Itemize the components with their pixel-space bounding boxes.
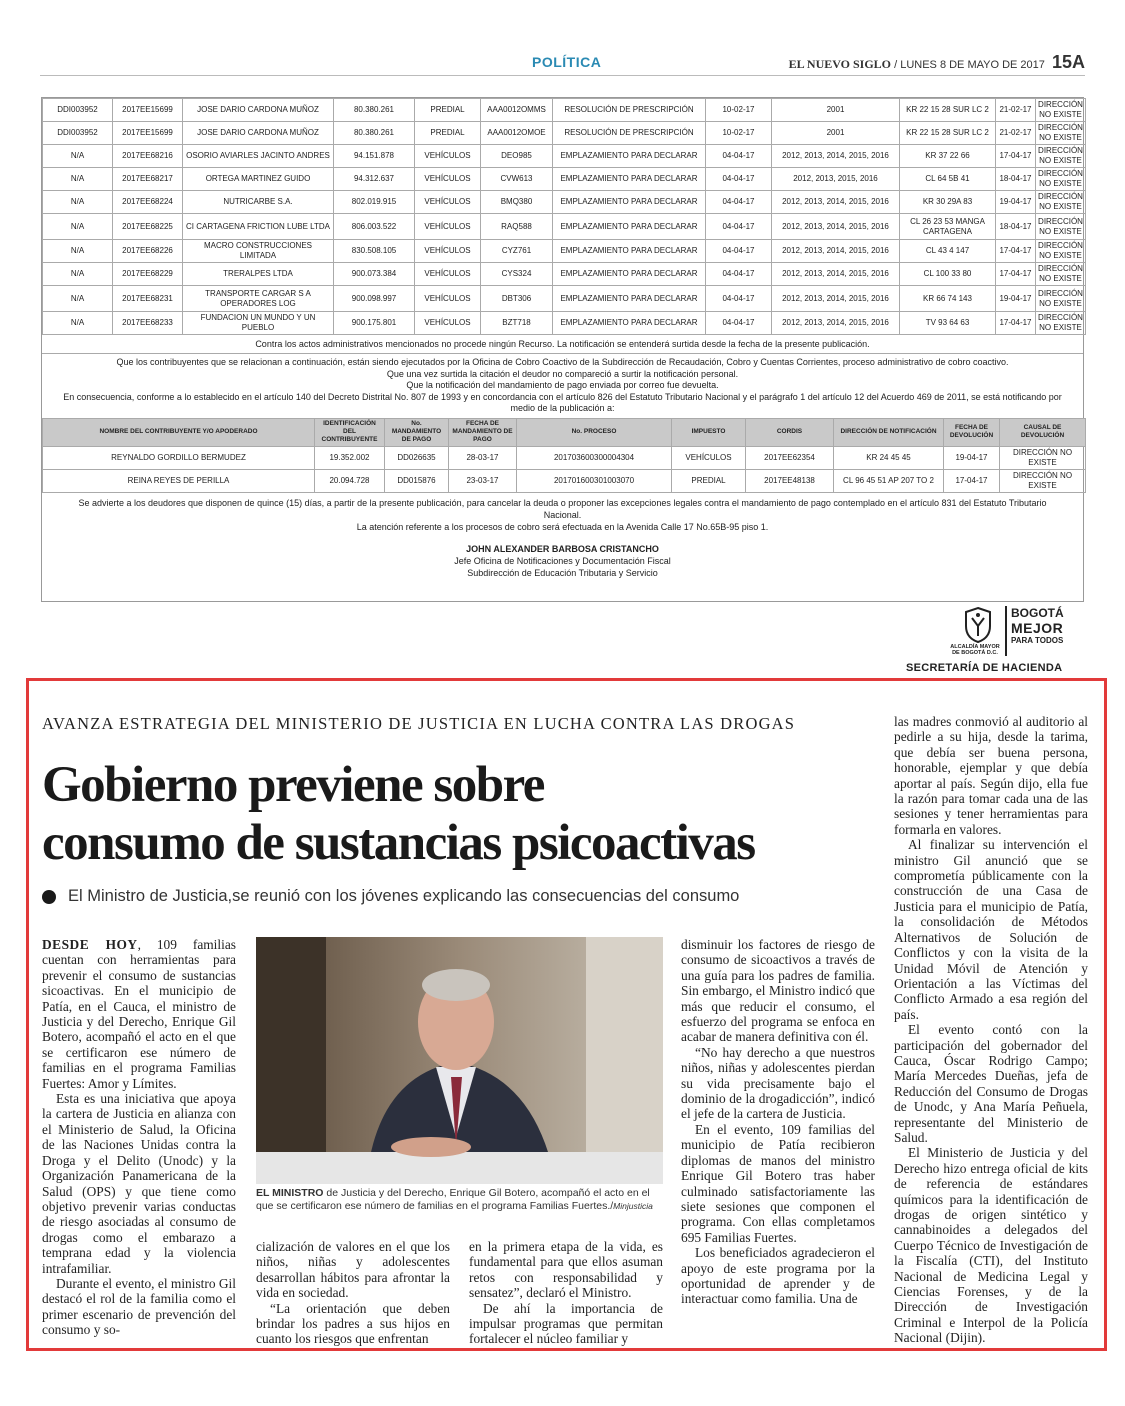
table-cell: N/A <box>43 191 113 214</box>
table-cell: 2001 <box>772 99 900 122</box>
table-cell: DEO985 <box>481 145 553 168</box>
minister-photo-icon <box>256 937 663 1184</box>
table-cell: EMPLAZAMIENTO PARA DECLARAR <box>553 286 706 312</box>
table-cell: 21-02-17 <box>996 99 1036 122</box>
table-row <box>43 191 1086 214</box>
bogota-word: BOGOTÁ <box>1011 606 1064 620</box>
table-cell: RAQ588 <box>481 214 553 240</box>
table-cell: 2012, 2013, 2015, 2016 <box>772 168 900 191</box>
table-cell: N/A <box>43 168 113 191</box>
table-cell: 2012, 2013, 2014, 2015, 2016 <box>772 191 900 214</box>
table-cell: EMPLAZAMIENTO PARA DECLARAR <box>553 263 706 286</box>
paragraph: “La orientación que deben brindar los padres a sus hijos en cuanto los riesgos que enfrentan <box>256 1300 450 1347</box>
column-header: FECHA DE DEVOLUCIÓN <box>944 418 1000 446</box>
bullet-icon <box>42 890 56 904</box>
table-cell: 2017EE62354 <box>746 446 834 469</box>
table-cell: VEHÍCULOS <box>672 446 746 469</box>
table-cell: N/A <box>43 145 113 168</box>
table-cell: PREDIAL <box>415 99 481 122</box>
table-cell: BMQ380 <box>481 191 553 214</box>
table-cell: CL 64 5B 41 <box>900 168 996 191</box>
hacienda-logos <box>900 604 1080 676</box>
alcaldia-line: DE BOGOTÁ D.C. <box>952 650 998 656</box>
table-cell: 201703600300004304 <box>517 446 672 469</box>
table-row <box>43 99 1086 122</box>
table-cell: 17-04-17 <box>996 312 1036 335</box>
table-cell: 17-04-17 <box>996 263 1036 286</box>
table-row <box>43 168 1086 191</box>
table-cell: EMPLAZAMIENTO PARA DECLARAR <box>553 214 706 240</box>
table-cell: DIRECCIÓN NO EXISTE <box>1036 122 1086 145</box>
table-row <box>43 122 1086 145</box>
article-subhead <box>42 887 882 906</box>
table-cell: 2017EE15699 <box>113 99 183 122</box>
table-cell: KR 66 74 143 <box>900 286 996 312</box>
paragraph: Al finalizar su intervención el ministro Gil anunció que se comprometía públicamente con la construcción de una Casa de Justicia para el municipio de Patía, la consolidación de Métodos Alternativos de Solución de Conflictos y con la visita de la Unidad Móvil de Atención y Orientación a las Víctimas del Conflicto Armado a esa región del país. <box>894 837 1088 1022</box>
legal-basis <box>42 354 1083 418</box>
table-cell: ORTEGA MARTINEZ GUIDO <box>183 168 334 191</box>
signer-title: Jefe Oficina de Notificaciones y Documentación Fiscal <box>454 555 671 566</box>
table-cell: 2017EE68229 <box>113 263 183 286</box>
article-column-4 <box>681 937 875 1307</box>
table-cell: KR 24 45 45 <box>834 446 944 469</box>
logo-divider <box>1005 606 1007 656</box>
legal-line: Que la notificación del mandamiento de pago enviada por correo fue devuelta. <box>406 380 719 390</box>
column-header: CORDIS <box>746 418 834 446</box>
table-row <box>43 286 1086 312</box>
paragraph <box>42 937 236 1091</box>
headline-line: Gobierno previene sobre <box>42 757 544 813</box>
table-cell: 80.380.261 <box>334 99 415 122</box>
photo-caption <box>256 1187 666 1213</box>
legal-line: Que una vez surtida la citación el deudor no compareció a surtir la notificación personal. <box>386 368 739 379</box>
table-cell: 80.380.261 <box>334 122 415 145</box>
warning-line: La atención referente a los procesos de cobro será efectuada en la Avenida Calle 17 No.65B-95 piso 1. <box>356 521 769 532</box>
subhead-text: El Ministro de Justicia,se reunió con los jóvenes explicando las consecuencias del consumo <box>68 887 740 905</box>
table-row <box>43 263 1086 286</box>
paragraph-text: , 109 familias cuentan con herramientas para prevenir el consumo de sustancias sicoactivas. En el municipio de Patía, en el Cauca, el ministro de Justicia y del Derecho, Enrique Gil Botero, acompañó el acto en el que se certificaron ese número de familias en el programa Familias Fuertes: Amor y Límites. <box>42 937 236 1091</box>
headline-line: consumo de sustancias psicoactivas <box>42 815 755 871</box>
paragraph: Esta es una iniciativa que apoya la cartera de Justicia en alianza con el Ministerio de Salud, la Oficina de las Naciones Unidas contra la Droga y el Delito (Unodc) y la Organización Panamericana de la Salud (OPS) y que tiene como objetivo prevenir varias conductas de riesgo asociadas al consumo de drogas como el embarazo a temprana edad y la violencia intrafamiliar. <box>42 1091 236 1276</box>
table-cell: KR 22 15 28 SUR LC 2 <box>900 99 996 122</box>
table-cell: 04-04-17 <box>706 191 772 214</box>
table-row <box>43 446 1086 469</box>
article-kicker: AVANZA ESTRATEGIA DEL MINISTERIO DE JUSTICIA EN LUCHA CONTRA LAS DROGAS <box>42 714 796 733</box>
article-column-2 <box>256 1239 450 1347</box>
table-cell: CVW613 <box>481 168 553 191</box>
table-cell: DDI003952 <box>43 122 113 145</box>
table-cell: 2017EE68225 <box>113 214 183 240</box>
table-cell: 21-02-17 <box>996 122 1036 145</box>
column-header: CAUSAL DE DEVOLUCIÓN <box>1000 418 1086 446</box>
lead-in: DESDE HOY <box>42 937 138 952</box>
table-cell: VEHÍCULOS <box>415 214 481 240</box>
table-cell: 10-02-17 <box>706 99 772 122</box>
minister-photo <box>256 937 663 1184</box>
table-cell: DIRECCIÓN NO EXISTE <box>1036 99 1086 122</box>
table-cell: VEHÍCULOS <box>415 145 481 168</box>
table-cell: PREDIAL <box>415 122 481 145</box>
table-cell: CL 26 23 53 MANGA CARTAGENA <box>900 214 996 240</box>
page-header <box>40 48 1085 76</box>
paragraph: disminuir los factores de riesgo de consumo de sicoactivos a través de una guía para los padres de familia. Sin embargo, el Ministro indicó que más que reducir el consumo, el esfuerzo del programa se enfoca en acabar de manera definitiva con él. <box>681 937 875 1045</box>
table-cell: DIRECCIÓN NO EXISTE <box>1036 263 1086 286</box>
table-cell: 17-04-17 <box>996 240 1036 263</box>
table-cell: CI CARTAGENA FRICTION LUBE LTDA <box>183 214 334 240</box>
page-number: 15A <box>1051 52 1085 72</box>
table-cell: 2012, 2013, 2014, 2015, 2016 <box>772 214 900 240</box>
paragraph: “No hay derecho a que nuestros niños, niñas y adolescentes pierdan su vida precisamente bajo el dominio de la drogadicción”, indicó el jefe de la cartera de Justicia. <box>681 1044 875 1122</box>
table-cell: 04-04-17 <box>706 312 772 335</box>
table-cell: 94.151.878 <box>334 145 415 168</box>
table-cell: 900.073.384 <box>334 263 415 286</box>
bogota-mejor-logo <box>1011 606 1064 645</box>
table-cell: 2017EE68231 <box>113 286 183 312</box>
table-cell: 2017EE68217 <box>113 168 183 191</box>
signer-name: JOHN ALEXANDER BARBOSA CRISTANCHO <box>466 543 659 554</box>
paragraph: El Ministerio de Justicia y del Derecho hizo entrega oficial de kits de referencia de estándares químicos para la identificación de drogas de origen sintético y cannabinoides a delegados del Cuerpo Técnico de Investigación de la Fiscalía (CTI), del Instituto Nacional de Medicina Legal y Ciencias Forenses, y de la Dirección de Investigación Criminal e Interpol de la Policía Nacional (Dijin). <box>894 1145 1088 1346</box>
legal-line: En consecuencia, conforme a lo establecido en el artículo 140 del Decreto Distrital No. 807 de 1993 y en concordancia con el artículo 826 del Estatuto Tributario Nacional y el parágrafo 1 del artículo 12 del Acuerdo 469 de 2011, se está notificando por medio de la publicación a: <box>63 391 1062 413</box>
table-cell: DD026635 <box>385 446 449 469</box>
paper-name: EL NUEVO SIGLO <box>788 57 892 71</box>
table-cell: 04-04-17 <box>706 168 772 191</box>
table-cell: 2001 <box>772 122 900 145</box>
table-cell: 2017EE68233 <box>113 312 183 335</box>
table-cell: PREDIAL <box>672 469 746 492</box>
table-cell: DIRECCIÓN NO EXISTE <box>1036 240 1086 263</box>
table-cell: 94.312.637 <box>334 168 415 191</box>
paragraph: De ahí la importancia de impulsar programas que permitan fortalecer el núcleo familiar y <box>469 1300 663 1347</box>
alcaldia-label <box>940 644 1010 656</box>
signer-dept: Subdirección de Educación Tributaria y Servicio <box>467 567 658 578</box>
issue-date: / LUNES 8 DE MAYO DE 2017 <box>894 59 1045 71</box>
alcaldia-line: ALCALDÍA MAYOR <box>950 644 1000 650</box>
table-cell: KR 37 22 66 <box>900 145 996 168</box>
table-row <box>43 214 1086 240</box>
column-header: No. MANDAMIENTO DE PAGO <box>385 418 449 446</box>
table-cell: 04-04-17 <box>706 286 772 312</box>
table-cell: 2012, 2013, 2014, 2015, 2016 <box>772 286 900 312</box>
table-cell: AAA0012OMOE <box>481 122 553 145</box>
table-cell: 19.352.002 <box>315 446 385 469</box>
table-cell: EMPLAZAMIENTO PARA DECLARAR <box>553 240 706 263</box>
table-cell: NUTRICARBE S.A. <box>183 191 334 214</box>
table-cell: 19-04-17 <box>996 191 1036 214</box>
table-cell: 04-04-17 <box>706 214 772 240</box>
signature-block <box>42 533 1083 579</box>
caption-text: de Justicia y del Derecho, Enrique Gil Botero, acompañó el acto en el que se certificaron ese número de familias en el programa Familias Fuertes./ <box>256 1187 650 1212</box>
table-cell: CYZ761 <box>481 240 553 263</box>
table-row <box>43 240 1086 263</box>
table-cell: 18-04-17 <box>996 168 1036 191</box>
table-cell: RESOLUCIÓN DE PRESCRIPCIÓN <box>553 99 706 122</box>
table-cell: KR 30 29A 83 <box>900 191 996 214</box>
table-cell: 20.094.728 <box>315 469 385 492</box>
column-header: DIRECCIÓN DE NOTIFICACIÓN <box>834 418 944 446</box>
table-cell: MACRO CONSTRUCCIONES LIMITADA <box>183 240 334 263</box>
table-cell: DDI003952 <box>43 99 113 122</box>
article-column-1 <box>42 937 236 1338</box>
table-cell: 18-04-17 <box>996 214 1036 240</box>
table-cell: CL 43 4 147 <box>900 240 996 263</box>
official-notice <box>41 97 1084 602</box>
bogota-crest-icon <box>960 606 996 644</box>
paragraph: En el evento, 109 familias del municipio de Patía recibieron diplomas de manos del ministro Enrique Gil Botero tras haber culminado satisfactoriamente las siete sesiones que componen el programa. Con ellas completamos 695 Familias Fuertes. <box>681 1121 875 1245</box>
table-cell: 04-04-17 <box>706 240 772 263</box>
table-cell: 17-04-17 <box>944 469 1000 492</box>
table-cell: DBT306 <box>481 286 553 312</box>
table-cell: 2017EE68216 <box>113 145 183 168</box>
table-cell: VEHÍCULOS <box>415 312 481 335</box>
table-cell: DIRECCIÓN NO EXISTE <box>1000 469 1086 492</box>
table-row <box>43 469 1086 492</box>
table-cell: N/A <box>43 286 113 312</box>
caption-lead: EL MINISTRO <box>256 1187 324 1199</box>
table-cell: DIRECCIÓN NO EXISTE <box>1036 145 1086 168</box>
table-cell: 2017EE68226 <box>113 240 183 263</box>
table-cell: VEHÍCULOS <box>415 240 481 263</box>
table-cell: FUNDACION UN MUNDO Y UN PUEBLO <box>183 312 334 335</box>
table-cell: N/A <box>43 214 113 240</box>
paragraph: cialización de valores en el que los niños, niñas y adolescentes desarrollan hábitos para afrontar la vida en sociedad. <box>256 1239 450 1301</box>
table-cell: 2017EE48138 <box>746 469 834 492</box>
column-header: No. PROCESO <box>517 418 672 446</box>
table-cell: 2012, 2013, 2014, 2015, 2016 <box>772 145 900 168</box>
table-cell: 17-04-17 <box>996 145 1036 168</box>
table-cell: CL 100 33 80 <box>900 263 996 286</box>
table-cell: JOSE DARIO CARDONA MUÑOZ <box>183 122 334 145</box>
table-cell: DIRECCIÓN NO EXISTE <box>1000 446 1086 469</box>
table-cell: CYS324 <box>481 263 553 286</box>
table-cell: 2017EE68224 <box>113 191 183 214</box>
article-column-3 <box>469 1239 663 1347</box>
table-cell: VEHÍCULOS <box>415 286 481 312</box>
paper-info <box>789 52 1085 73</box>
table-cell: EMPLAZAMIENTO PARA DECLARAR <box>553 312 706 335</box>
paragraph: Los beneficiados agradecieron el apoyo de este programa por la oportunidad de aprender y de interactuar como familia. Una de <box>681 1245 875 1307</box>
table-cell: EMPLAZAMIENTO PARA DECLARAR <box>553 191 706 214</box>
table-cell: EMPLAZAMIENTO PARA DECLARAR <box>553 168 706 191</box>
table-cell: KR 22 15 28 SUR LC 2 <box>900 122 996 145</box>
table-cell: DIRECCIÓN NO EXISTE <box>1036 312 1086 335</box>
table-cell: EMPLAZAMIENTO PARA DECLARAR <box>553 145 706 168</box>
table-cell: AAA0012OMMS <box>481 99 553 122</box>
table-cell: REINA REYES DE PERILLA <box>43 469 315 492</box>
table-cell: VEHÍCULOS <box>415 168 481 191</box>
section-title: POLÍTICA <box>532 54 602 70</box>
paragraph: El evento contó con la participación del gobernador del Cauca, Óscar Rodrigo Campo; María Mercedes Dueñas, jefa de Reducción del Consumo de Drogas de Unodc, y Ana María Peñuela, representante del Ministerio de Salud. <box>894 1022 1088 1145</box>
table-cell: 201701600301003070 <box>517 469 672 492</box>
table-cell: 2012, 2013, 2014, 2015, 2016 <box>772 263 900 286</box>
table-cell: 900.175.801 <box>334 312 415 335</box>
paragraph: en la primera etapa de la vida, es fundamental para que ellos asuman retos con responsabilidad y sensatez”, declaró el Ministro. <box>469 1239 663 1301</box>
table-cell: 10-02-17 <box>706 122 772 145</box>
table-cell: OSORIO AVIARLES JACINTO ANDRES <box>183 145 334 168</box>
table-cell: 2012, 2013, 2014, 2015, 2016 <box>772 240 900 263</box>
table-cell: CL 96 45 51 AP 207 TO 2 <box>834 469 944 492</box>
secretaria-label: SECRETARÍA DE HACIENDA <box>906 662 1063 674</box>
table-cell: N/A <box>43 240 113 263</box>
table-cell: TRERALPES LTDA <box>183 263 334 286</box>
table-cell: 900.098.997 <box>334 286 415 312</box>
para-todos-word: PARA TODOS <box>1011 636 1064 645</box>
table-cell: 2012, 2013, 2014, 2015, 2016 <box>772 312 900 335</box>
table-cell: 2017EE15699 <box>113 122 183 145</box>
table-cell: 19-04-17 <box>996 286 1036 312</box>
table-cell: 23-03-17 <box>449 469 517 492</box>
column-header: NOMBRE DEL CONTRIBUYENTE Y/O APODERADO <box>43 418 315 446</box>
article-column-5 <box>894 714 1088 1346</box>
column-header: FECHA DE MANDAMIENTO DE PAGO <box>449 418 517 446</box>
table-cell: 830.508.105 <box>334 240 415 263</box>
table-cell: BZT718 <box>481 312 553 335</box>
table-row <box>43 312 1086 335</box>
table-header-row <box>43 418 1086 446</box>
warning-text <box>42 493 1083 533</box>
table-cell: DD015876 <box>385 469 449 492</box>
table-cell: TV 93 64 63 <box>900 312 996 335</box>
table-cell: DIRECCIÓN NO EXISTE <box>1036 286 1086 312</box>
table-cell: 802.019.915 <box>334 191 415 214</box>
table-cell: VEHÍCULOS <box>415 191 481 214</box>
table-cell: 806.003.522 <box>334 214 415 240</box>
table-cell: JOSE DARIO CARDONA MUÑOZ <box>183 99 334 122</box>
column-header: IDENTIFICACIÓN DEL CONTRIBUYENTE <box>315 418 385 446</box>
table-cell: DIRECCIÓN NO EXISTE <box>1036 168 1086 191</box>
table-cell: TRANSPORTE CARGAR S A OPERADORES LOG <box>183 286 334 312</box>
table-cell: RESOLUCIÓN DE PRESCRIPCIÓN <box>553 122 706 145</box>
table-row <box>43 145 1086 168</box>
table-cell: 04-04-17 <box>706 145 772 168</box>
article-box <box>26 678 1107 1351</box>
no-recurso-note: Contra los actos administrativos mencionados no procede ningún Recurso. La notificación se entenderá surtida desde la fecha de la presente publicación. <box>42 335 1083 354</box>
photo-credit: Minjusticia <box>613 1201 653 1211</box>
table-cell: 28-03-17 <box>449 446 517 469</box>
table-cell: VEHÍCULOS <box>415 263 481 286</box>
paragraph: Durante el evento, el ministro Gil destacó el rol de la familia como el primer escenario de prevención del consumo y so- <box>42 1275 236 1338</box>
table-cell: 19-04-17 <box>944 446 1000 469</box>
table-cell: 04-04-17 <box>706 263 772 286</box>
paragraph: las madres conmovió al auditorio al pedirle a su hija, desde la tarima, que debía ser buena persona, honorable, ejemplar y que debía aportar al país. Según dijo, ella fue la razón para tomar cada una de las sesiones y tener herramientas para formarla en valores. <box>894 714 1088 837</box>
legal-line: Que los contribuyentes que se relacionan a continuación, están siendo ejecutados por la Oficina de Cobro Coactivo de la Subdirección de Recaudación, Cobro y Cuentas Corrientes, proceso administrativo de cobro coactivo. <box>116 357 1009 367</box>
warning-line: Se advierte a los deudores que disponen de quince (15) días, a partir de la presente publicación, para cancelar la deuda o proponer las excepciones legales contra el mandamiento de pago contemplado en el artículo 831 del Estatuto Tributario Nacional. <box>78 497 1047 520</box>
table-cell: N/A <box>43 263 113 286</box>
table-cell: DIRECCIÓN NO EXISTE <box>1036 191 1086 214</box>
mejor-word: MEJOR <box>1011 620 1064 636</box>
table-cell: DIRECCIÓN NO EXISTE <box>1036 214 1086 240</box>
notice-table-1 <box>42 98 1086 335</box>
table-cell: N/A <box>43 312 113 335</box>
column-header: IMPUESTO <box>672 418 746 446</box>
notice-table-2 <box>42 418 1086 493</box>
article-headline <box>42 756 882 872</box>
table-cell: REYNALDO GORDILLO BERMUDEZ <box>43 446 315 469</box>
